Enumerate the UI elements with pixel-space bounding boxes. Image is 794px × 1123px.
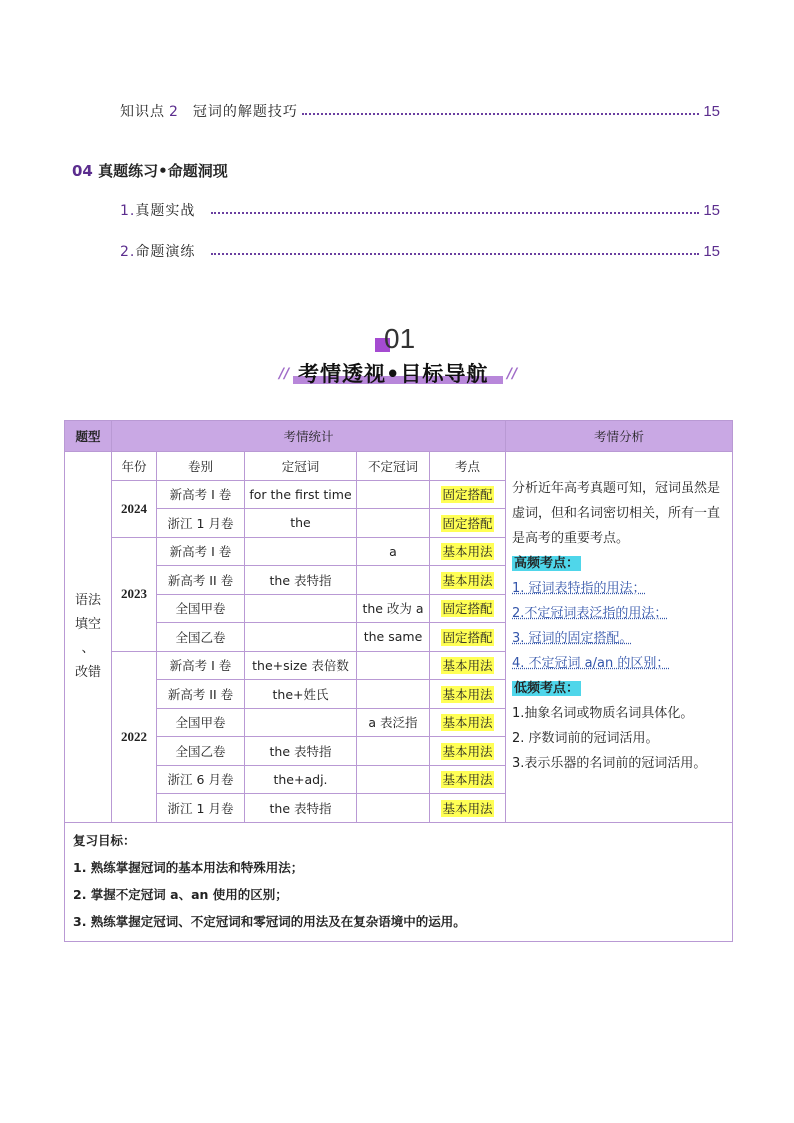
toc-item-proposition-drill[interactable] — [120, 241, 720, 261]
point-cell: 基本用法 — [430, 794, 506, 823]
point-cell: 固定搭配 — [430, 594, 506, 623]
high-item: 3. 冠词的固定搭配。 — [512, 631, 633, 646]
goals-row — [65, 822, 733, 941]
paper-cell: 新高考 I 卷 — [157, 651, 245, 680]
banner-number: 01 — [384, 323, 416, 354]
exam-analysis-table — [64, 420, 733, 942]
paper-cell: 新高考 I 卷 — [157, 537, 245, 566]
header-type: 题型 — [65, 421, 112, 452]
banner-slash-right: // — [507, 366, 518, 382]
definite-cell: the 表特指 — [245, 566, 357, 595]
point-cell: 固定搭配 — [430, 480, 506, 509]
banner-title: 考情透视•目标导航 — [298, 362, 489, 386]
paper-cell: 全国乙卷 — [157, 623, 245, 652]
subheader-paper: 卷别 — [157, 452, 245, 481]
definite-cell: the 表特指 — [245, 737, 357, 766]
header-analysis: 考情分析 — [506, 421, 733, 452]
toc-page-number: 15 — [703, 201, 720, 219]
point-cell: 固定搭配 — [430, 509, 506, 538]
low-item: 3.表示乐器的名词前的冠词活用。 — [512, 756, 707, 771]
header-stats: 考情统计 — [112, 421, 506, 452]
type-cell: 语法 填空 、 改错 — [65, 452, 112, 823]
indefinite-cell: the same — [357, 623, 430, 652]
toc-page-number: 15 — [703, 242, 720, 260]
analysis-intro: 分析近年高考真题可知，冠词虽然是虚词，但和名词密切相关，所有一直是高考的重要考点。 — [512, 481, 721, 546]
paper-cell: 全国乙卷 — [157, 737, 245, 766]
table-subheader-row — [65, 452, 733, 481]
year-cell: 2024 — [112, 480, 157, 537]
year-cell: 2023 — [112, 537, 157, 651]
goal-item: 1. 熟练掌握冠词的基本用法和特殊用法； — [73, 859, 304, 875]
indefinite-cell — [357, 480, 430, 509]
paper-cell: 全国甲卷 — [157, 708, 245, 737]
banner-slash-left: // — [279, 366, 290, 382]
point-cell: 基本用法 — [430, 680, 506, 709]
definite-cell: the+size 表倍数 — [245, 651, 357, 680]
high-item: 1. 冠词表特指的用法； — [512, 581, 646, 596]
toc-dot-leader — [211, 212, 699, 214]
indefinite-cell — [357, 680, 430, 709]
point-cell: 基本用法 — [430, 537, 506, 566]
low-frequency-tag: 低频考点： — [514, 681, 580, 696]
toc-label: 知识点 2 冠词的解题技巧 — [120, 104, 298, 120]
subheader-point: 考点 — [430, 452, 506, 481]
subheader-definite: 定冠词 — [245, 452, 357, 481]
point-cell: 基本用法 — [430, 566, 506, 595]
indefinite-cell: the 改为 a — [357, 594, 430, 623]
toc-dot-leader — [211, 253, 699, 255]
subheader-indefinite: 不定冠词 — [357, 452, 430, 481]
goal-item: 3. 熟练掌握定冠词、不定冠词和零冠词的用法及在复杂语境中的运用。 — [73, 913, 466, 929]
indefinite-cell — [357, 765, 430, 794]
definite-cell: the+adj. — [245, 765, 357, 794]
paper-cell: 浙江 1 月卷 — [157, 509, 245, 538]
point-cell: 固定搭配 — [430, 623, 506, 652]
indefinite-cell — [357, 651, 430, 680]
section-heading-04[interactable]: 04 真题练习•命题洞现 — [72, 162, 228, 180]
definite-cell — [245, 594, 357, 623]
indefinite-cell: a 表泛指 — [357, 708, 430, 737]
indefinite-cell — [357, 509, 430, 538]
definite-cell: the 表特指 — [245, 794, 357, 823]
point-cell: 基本用法 — [430, 651, 506, 680]
review-goals-cell — [65, 822, 733, 941]
point-cell: 基本用法 — [430, 708, 506, 737]
high-frequency-tag: 高频考点： — [514, 556, 580, 571]
definite-cell: the+姓氏 — [245, 680, 357, 709]
low-item: 1.抽象名词或物质名词具体化。 — [512, 706, 694, 721]
definite-cell — [245, 537, 357, 566]
low-item: 2. 序数词前的冠词活用。 — [512, 731, 659, 746]
toc-dot-leader — [302, 113, 699, 115]
analysis-cell — [506, 452, 733, 823]
indefinite-cell: a — [357, 537, 430, 566]
high-item: 2.不定冠词表泛指的用法； — [512, 606, 668, 621]
indefinite-cell — [357, 566, 430, 595]
toc-item-knowledge-point-2[interactable] — [120, 101, 720, 121]
toc-page-number: 15 — [703, 102, 720, 120]
definite-cell: for the first time — [245, 480, 357, 509]
indefinite-cell — [357, 737, 430, 766]
toc-label: 2.命题演练 — [120, 244, 196, 260]
year-cell: 2022 — [112, 651, 157, 822]
toc-label: 1.真题实战 — [120, 203, 196, 219]
toc-item-real-exam-practice[interactable] — [120, 200, 720, 220]
definite-cell — [245, 623, 357, 652]
paper-cell: 新高考 II 卷 — [157, 566, 245, 595]
paper-cell: 新高考 II 卷 — [157, 680, 245, 709]
definite-cell — [245, 708, 357, 737]
table-header-row — [65, 421, 733, 452]
indefinite-cell — [357, 794, 430, 823]
paper-cell: 浙江 6 月卷 — [157, 765, 245, 794]
point-cell: 基本用法 — [430, 737, 506, 766]
goals-title: 复习目标： — [73, 832, 136, 848]
high-item: 4. 不定冠词 a/an 的区别； — [512, 656, 670, 671]
paper-cell: 新高考 I 卷 — [157, 480, 245, 509]
subheader-year: 年份 — [112, 452, 157, 481]
definite-cell: the — [245, 509, 357, 538]
paper-cell: 浙江 1 月卷 — [157, 794, 245, 823]
goal-item: 2. 掌握不定冠词 a、an 使用的区别； — [73, 886, 288, 902]
paper-cell: 全国甲卷 — [157, 594, 245, 623]
point-cell: 基本用法 — [430, 765, 506, 794]
